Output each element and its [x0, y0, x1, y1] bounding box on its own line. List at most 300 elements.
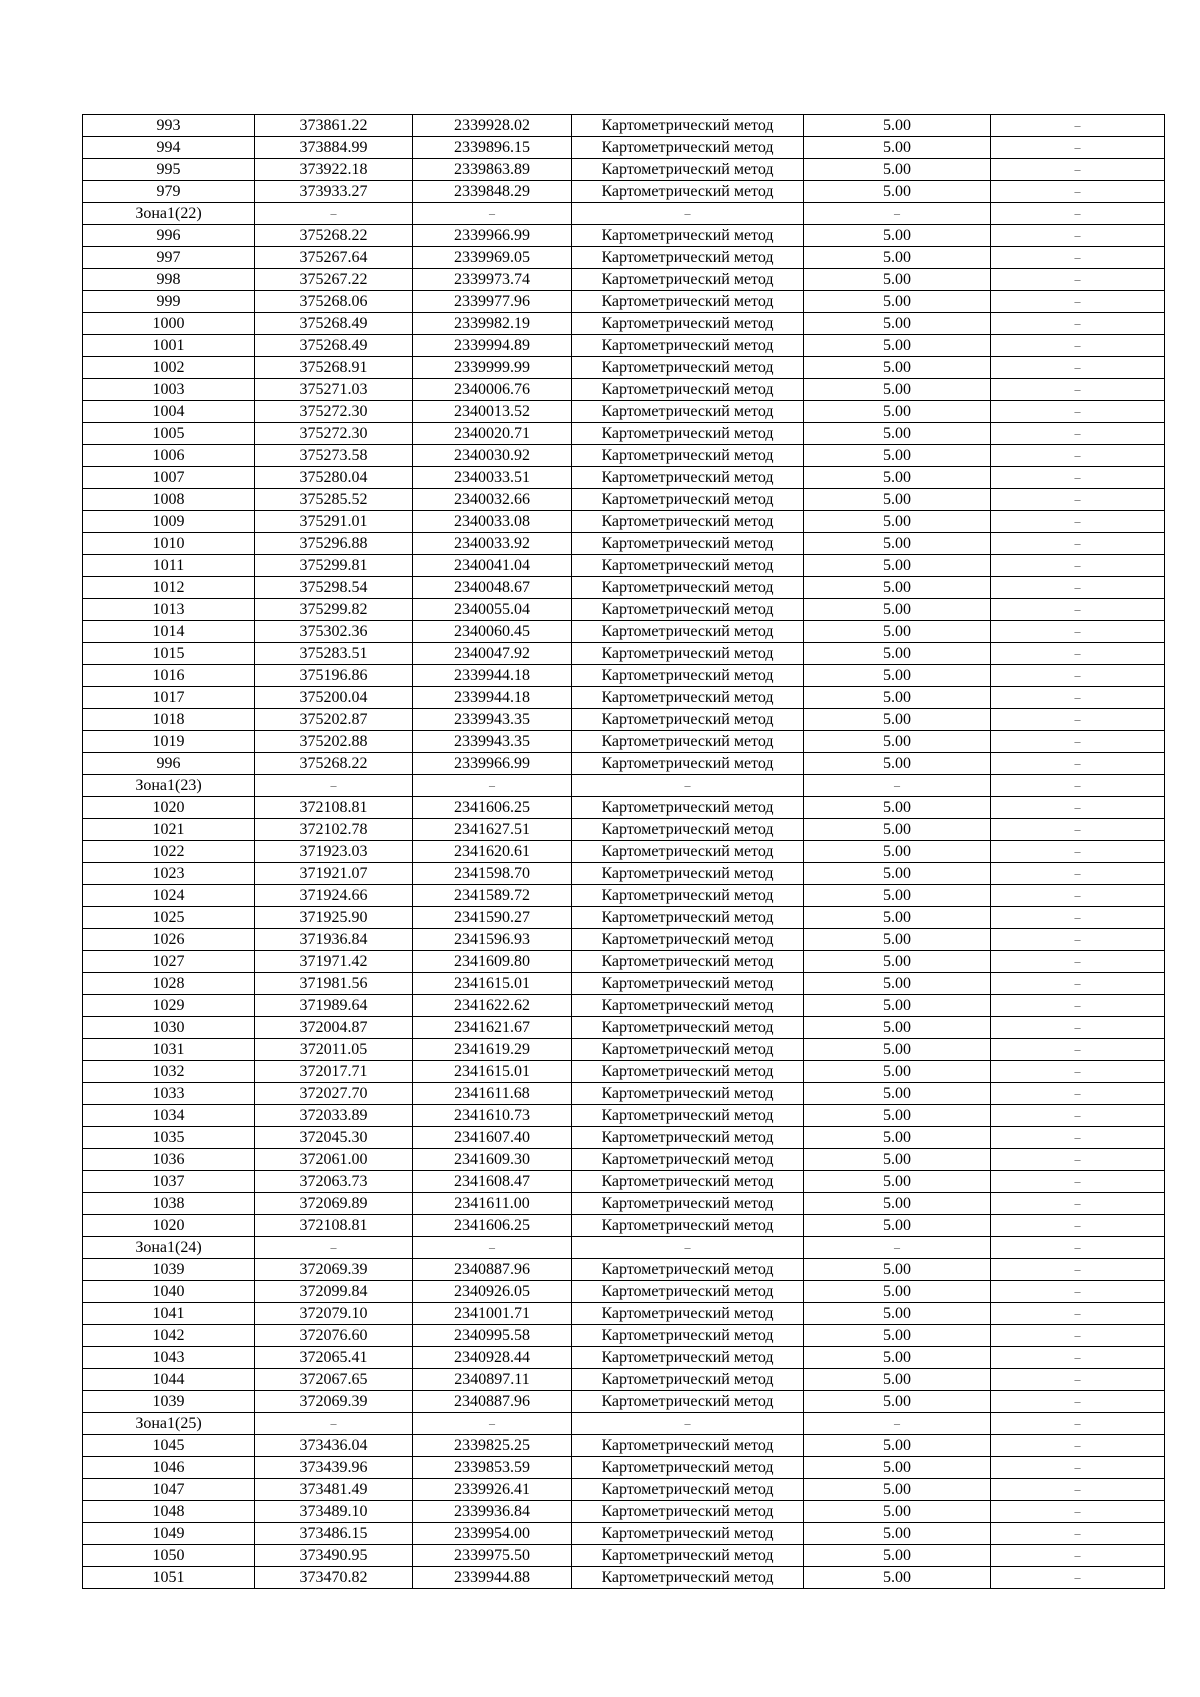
x-coordinate-cell: 372065.41 — [255, 1347, 413, 1369]
description-cell: – — [991, 1237, 1165, 1259]
table-row — [83, 1435, 1165, 1457]
table-row — [83, 951, 1165, 973]
x-coordinate-cell: 371936.84 — [255, 929, 413, 951]
method-cell: Картометрический метод — [572, 555, 804, 577]
method-cell: Картометрический метод — [572, 1523, 804, 1545]
description-cell: – — [991, 489, 1165, 511]
method-cell: Картометрический метод — [572, 973, 804, 995]
y-coordinate-cell: 2341598.70 — [413, 863, 572, 885]
x-coordinate-cell: 372004.87 — [255, 1017, 413, 1039]
point-number-cell: 1002 — [83, 357, 255, 379]
method-cell: Картометрический метод — [572, 621, 804, 643]
point-number-cell: 1022 — [83, 841, 255, 863]
point-number-cell: 1020 — [83, 1215, 255, 1237]
method-cell: Картометрический метод — [572, 1017, 804, 1039]
description-cell: – — [991, 907, 1165, 929]
description-cell: – — [991, 687, 1165, 709]
point-number-cell: 1017 — [83, 687, 255, 709]
point-number-cell: 1047 — [83, 1479, 255, 1501]
description-cell: – — [991, 599, 1165, 621]
table-row — [83, 863, 1165, 885]
y-coordinate-cell: 2340006.76 — [413, 379, 572, 401]
description-cell: – — [991, 1215, 1165, 1237]
accuracy-cell: – — [804, 1237, 991, 1259]
table-row — [83, 445, 1165, 467]
accuracy-cell: 5.00 — [804, 1523, 991, 1545]
method-cell: Картометрический метод — [572, 907, 804, 929]
y-coordinate-cell: 2340897.11 — [413, 1369, 572, 1391]
y-coordinate-cell: 2339982.19 — [413, 313, 572, 335]
x-coordinate-cell: 372063.73 — [255, 1171, 413, 1193]
zone-header-row — [83, 203, 1165, 225]
accuracy-cell: 5.00 — [804, 643, 991, 665]
description-cell: – — [991, 643, 1165, 665]
x-coordinate-cell: 375296.88 — [255, 533, 413, 555]
description-cell: – — [991, 1281, 1165, 1303]
table-body — [83, 115, 1165, 1589]
x-coordinate-cell: 375267.22 — [255, 269, 413, 291]
table-row — [83, 1457, 1165, 1479]
table-row — [83, 401, 1165, 423]
point-number-cell: 1048 — [83, 1501, 255, 1523]
accuracy-cell: 5.00 — [804, 445, 991, 467]
table-row — [83, 313, 1165, 335]
accuracy-cell: 5.00 — [804, 1105, 991, 1127]
table-row — [83, 665, 1165, 687]
x-coordinate-cell: – — [255, 1237, 413, 1259]
description-cell: – — [991, 1523, 1165, 1545]
table-row — [83, 1501, 1165, 1523]
method-cell: Картометрический метод — [572, 841, 804, 863]
method-cell: Картометрический метод — [572, 445, 804, 467]
point-number-cell: 1000 — [83, 313, 255, 335]
method-cell: Картометрический метод — [572, 467, 804, 489]
table-row — [83, 291, 1165, 313]
method-cell: Картометрический метод — [572, 181, 804, 203]
table-row — [83, 137, 1165, 159]
point-number-cell: 994 — [83, 137, 255, 159]
point-number-cell: 1001 — [83, 335, 255, 357]
y-coordinate-cell: 2339966.99 — [413, 225, 572, 247]
point-number-cell: 1009 — [83, 511, 255, 533]
x-coordinate-cell: 373861.22 — [255, 115, 413, 137]
method-cell: Картометрический метод — [572, 269, 804, 291]
x-coordinate-cell: 372061.00 — [255, 1149, 413, 1171]
description-cell: – — [991, 115, 1165, 137]
x-coordinate-cell: – — [255, 203, 413, 225]
method-cell: Картометрический метод — [572, 533, 804, 555]
y-coordinate-cell: 2339994.89 — [413, 335, 572, 357]
table-row — [83, 797, 1165, 819]
x-coordinate-cell: 375202.88 — [255, 731, 413, 753]
x-coordinate-cell: 375272.30 — [255, 423, 413, 445]
accuracy-cell: 5.00 — [804, 731, 991, 753]
method-cell: Картометрический метод — [572, 115, 804, 137]
method-cell: Картометрический метод — [572, 1215, 804, 1237]
accuracy-cell: 5.00 — [804, 1303, 991, 1325]
accuracy-cell: – — [804, 1413, 991, 1435]
accuracy-cell: 5.00 — [804, 577, 991, 599]
method-cell: Картометрический метод — [572, 643, 804, 665]
method-cell: Картометрический метод — [572, 313, 804, 335]
x-coordinate-cell: 375298.54 — [255, 577, 413, 599]
x-coordinate-cell: 371921.07 — [255, 863, 413, 885]
accuracy-cell: – — [804, 775, 991, 797]
x-coordinate-cell: 375272.30 — [255, 401, 413, 423]
method-cell: Картометрический метод — [572, 489, 804, 511]
description-cell: – — [991, 995, 1165, 1017]
y-coordinate-cell: 2341615.01 — [413, 1061, 572, 1083]
y-coordinate-cell: 2340048.67 — [413, 577, 572, 599]
method-cell: Картометрический метод — [572, 665, 804, 687]
method-cell: Картометрический метод — [572, 1457, 804, 1479]
x-coordinate-cell: 373933.27 — [255, 181, 413, 203]
point-number-cell: 1040 — [83, 1281, 255, 1303]
y-coordinate-cell: 2339973.74 — [413, 269, 572, 291]
accuracy-cell: 5.00 — [804, 1017, 991, 1039]
method-cell: Картометрический метод — [572, 885, 804, 907]
x-coordinate-cell: 372069.39 — [255, 1259, 413, 1281]
point-number-cell: 1036 — [83, 1149, 255, 1171]
y-coordinate-cell: 2341620.61 — [413, 841, 572, 863]
y-coordinate-cell: 2341590.27 — [413, 907, 572, 929]
y-coordinate-cell: 2339896.15 — [413, 137, 572, 159]
accuracy-cell: 5.00 — [804, 115, 991, 137]
description-cell: – — [991, 1457, 1165, 1479]
x-coordinate-cell: 372033.89 — [255, 1105, 413, 1127]
x-coordinate-cell: – — [255, 1413, 413, 1435]
accuracy-cell: 5.00 — [804, 1193, 991, 1215]
method-cell: Картометрический метод — [572, 1303, 804, 1325]
table-row — [83, 423, 1165, 445]
table-row — [83, 929, 1165, 951]
table-row — [83, 269, 1165, 291]
method-cell: Картометрический метод — [572, 247, 804, 269]
method-cell: Картометрический метод — [572, 225, 804, 247]
description-cell: – — [991, 555, 1165, 577]
point-number-cell: 1038 — [83, 1193, 255, 1215]
x-coordinate-cell: 372108.81 — [255, 797, 413, 819]
table-row — [83, 1061, 1165, 1083]
method-cell: Картометрический метод — [572, 1193, 804, 1215]
method-cell: Картометрический метод — [572, 1347, 804, 1369]
x-coordinate-cell: 372099.84 — [255, 1281, 413, 1303]
zone-header-row — [83, 775, 1165, 797]
y-coordinate-cell: 2339943.35 — [413, 731, 572, 753]
table-row — [83, 511, 1165, 533]
description-cell: – — [991, 467, 1165, 489]
description-cell: – — [991, 841, 1165, 863]
y-coordinate-cell: 2341621.67 — [413, 1017, 572, 1039]
method-cell: Картометрический метод — [572, 1039, 804, 1061]
x-coordinate-cell: 371924.66 — [255, 885, 413, 907]
point-number-cell: 1010 — [83, 533, 255, 555]
x-coordinate-cell: 373439.96 — [255, 1457, 413, 1479]
description-cell: – — [991, 1127, 1165, 1149]
method-cell: Картометрический метод — [572, 753, 804, 775]
method-cell: – — [572, 1237, 804, 1259]
method-cell: Картометрический метод — [572, 1259, 804, 1281]
description-cell: – — [991, 335, 1165, 357]
accuracy-cell: 5.00 — [804, 599, 991, 621]
description-cell: – — [991, 1149, 1165, 1171]
x-coordinate-cell: 375299.81 — [255, 555, 413, 577]
accuracy-cell: 5.00 — [804, 753, 991, 775]
x-coordinate-cell: 371981.56 — [255, 973, 413, 995]
table-row — [83, 1281, 1165, 1303]
accuracy-cell: 5.00 — [804, 247, 991, 269]
table-row — [83, 643, 1165, 665]
x-coordinate-cell: 372017.71 — [255, 1061, 413, 1083]
description-cell: – — [991, 1083, 1165, 1105]
description-cell: – — [991, 621, 1165, 643]
point-number-cell: 1031 — [83, 1039, 255, 1061]
method-cell: Картометрический метод — [572, 291, 804, 313]
point-number-cell: 1039 — [83, 1391, 255, 1413]
point-number-cell: 1008 — [83, 489, 255, 511]
description-cell: – — [991, 137, 1165, 159]
point-number-cell: 1011 — [83, 555, 255, 577]
table-row — [83, 819, 1165, 841]
point-number-cell: 1033 — [83, 1083, 255, 1105]
accuracy-cell: 5.00 — [804, 137, 991, 159]
table-row — [83, 115, 1165, 137]
point-number-cell: 1014 — [83, 621, 255, 643]
point-number-cell: 1005 — [83, 423, 255, 445]
y-coordinate-cell: – — [413, 1237, 572, 1259]
accuracy-cell: 5.00 — [804, 819, 991, 841]
method-cell: Картометрический метод — [572, 951, 804, 973]
x-coordinate-cell: 373436.04 — [255, 1435, 413, 1457]
description-cell: – — [991, 1369, 1165, 1391]
point-number-cell: 1016 — [83, 665, 255, 687]
table-row — [83, 1325, 1165, 1347]
accuracy-cell: 5.00 — [804, 1083, 991, 1105]
description-cell: – — [991, 1105, 1165, 1127]
accuracy-cell: 5.00 — [804, 797, 991, 819]
description-cell: – — [991, 1325, 1165, 1347]
y-coordinate-cell: 2339944.88 — [413, 1567, 572, 1589]
method-cell: Картометрический метод — [572, 577, 804, 599]
description-cell: – — [991, 577, 1165, 599]
table-row — [83, 1149, 1165, 1171]
method-cell: Картометрический метод — [572, 599, 804, 621]
description-cell: – — [991, 291, 1165, 313]
table-row — [83, 1347, 1165, 1369]
description-cell: – — [991, 1259, 1165, 1281]
table-row — [83, 753, 1165, 775]
description-cell: – — [991, 665, 1165, 687]
x-coordinate-cell: 375268.49 — [255, 313, 413, 335]
x-coordinate-cell: 372027.70 — [255, 1083, 413, 1105]
method-cell: Картометрический метод — [572, 1545, 804, 1567]
point-number-cell: 979 — [83, 181, 255, 203]
method-cell: Картометрический метод — [572, 995, 804, 1017]
x-coordinate-cell: 375271.03 — [255, 379, 413, 401]
y-coordinate-cell: 2341610.73 — [413, 1105, 572, 1127]
point-number-cell: 1042 — [83, 1325, 255, 1347]
description-cell: – — [991, 1303, 1165, 1325]
method-cell: Картометрический метод — [572, 1435, 804, 1457]
table-row — [83, 731, 1165, 753]
table-row — [83, 1171, 1165, 1193]
description-cell: – — [991, 1039, 1165, 1061]
y-coordinate-cell: 2339863.89 — [413, 159, 572, 181]
point-number-cell: 1043 — [83, 1347, 255, 1369]
table-row — [83, 489, 1165, 511]
accuracy-cell: 5.00 — [804, 467, 991, 489]
x-coordinate-cell: 375291.01 — [255, 511, 413, 533]
point-number-cell: Зона1(22) — [83, 203, 255, 225]
zone-header-row — [83, 1237, 1165, 1259]
point-number-cell: 1024 — [83, 885, 255, 907]
x-coordinate-cell: 373486.15 — [255, 1523, 413, 1545]
description-cell: – — [991, 181, 1165, 203]
y-coordinate-cell: 2339943.35 — [413, 709, 572, 731]
method-cell: Картометрический метод — [572, 137, 804, 159]
y-coordinate-cell: 2341596.93 — [413, 929, 572, 951]
point-number-cell: 993 — [83, 115, 255, 137]
table-row — [83, 709, 1165, 731]
y-coordinate-cell: 2339969.05 — [413, 247, 572, 269]
method-cell: Картометрический метод — [572, 1105, 804, 1127]
y-coordinate-cell: 2339936.84 — [413, 1501, 572, 1523]
description-cell: – — [991, 269, 1165, 291]
accuracy-cell: 5.00 — [804, 511, 991, 533]
accuracy-cell: 5.00 — [804, 929, 991, 951]
x-coordinate-cell: 375202.87 — [255, 709, 413, 731]
accuracy-cell: 5.00 — [804, 1061, 991, 1083]
description-cell: – — [991, 951, 1165, 973]
x-coordinate-cell: 372079.10 — [255, 1303, 413, 1325]
x-coordinate-cell: 371923.03 — [255, 841, 413, 863]
accuracy-cell: 5.00 — [804, 533, 991, 555]
description-cell: – — [991, 401, 1165, 423]
y-coordinate-cell: 2341608.47 — [413, 1171, 572, 1193]
point-number-cell: 1013 — [83, 599, 255, 621]
method-cell: Картометрический метод — [572, 863, 804, 885]
point-number-cell: 1007 — [83, 467, 255, 489]
x-coordinate-cell: 372108.81 — [255, 1215, 413, 1237]
point-number-cell: 1044 — [83, 1369, 255, 1391]
accuracy-cell: 5.00 — [804, 1435, 991, 1457]
point-number-cell: 996 — [83, 753, 255, 775]
y-coordinate-cell: 2341611.68 — [413, 1083, 572, 1105]
accuracy-cell: 5.00 — [804, 1149, 991, 1171]
zone-header-row — [83, 1413, 1165, 1435]
x-coordinate-cell: 373489.10 — [255, 1501, 413, 1523]
y-coordinate-cell: 2339954.00 — [413, 1523, 572, 1545]
accuracy-cell: 5.00 — [804, 863, 991, 885]
description-cell: – — [991, 445, 1165, 467]
description-cell: – — [991, 929, 1165, 951]
description-cell: – — [991, 1479, 1165, 1501]
method-cell: Картометрический метод — [572, 687, 804, 709]
x-coordinate-cell: 375268.91 — [255, 357, 413, 379]
y-coordinate-cell: 2339848.29 — [413, 181, 572, 203]
x-coordinate-cell: 373470.82 — [255, 1567, 413, 1589]
table-row — [83, 599, 1165, 621]
table-row — [83, 1545, 1165, 1567]
point-number-cell: 1019 — [83, 731, 255, 753]
accuracy-cell: 5.00 — [804, 1479, 991, 1501]
method-cell: Картометрический метод — [572, 1171, 804, 1193]
x-coordinate-cell: 375268.06 — [255, 291, 413, 313]
point-number-cell: 1027 — [83, 951, 255, 973]
accuracy-cell: 5.00 — [804, 841, 991, 863]
accuracy-cell: 5.00 — [804, 1391, 991, 1413]
y-coordinate-cell: 2341619.29 — [413, 1039, 572, 1061]
y-coordinate-cell: 2341609.80 — [413, 951, 572, 973]
table-row — [83, 1523, 1165, 1545]
accuracy-cell: 5.00 — [804, 687, 991, 709]
description-cell: – — [991, 885, 1165, 907]
table-row — [83, 885, 1165, 907]
description-cell: – — [991, 533, 1165, 555]
x-coordinate-cell: 372069.89 — [255, 1193, 413, 1215]
y-coordinate-cell: 2341615.01 — [413, 973, 572, 995]
table-row — [83, 1039, 1165, 1061]
method-cell: Картометрический метод — [572, 1501, 804, 1523]
x-coordinate-cell: 373884.99 — [255, 137, 413, 159]
accuracy-cell: 5.00 — [804, 1347, 991, 1369]
point-number-cell: 1039 — [83, 1259, 255, 1281]
method-cell: Картометрический метод — [572, 1369, 804, 1391]
accuracy-cell: 5.00 — [804, 1325, 991, 1347]
method-cell: Картометрический метод — [572, 1083, 804, 1105]
table-row — [83, 1127, 1165, 1149]
point-number-cell: 1032 — [83, 1061, 255, 1083]
accuracy-cell: 5.00 — [804, 313, 991, 335]
point-number-cell: 1035 — [83, 1127, 255, 1149]
table-row — [83, 1017, 1165, 1039]
table-row — [83, 1303, 1165, 1325]
y-coordinate-cell: 2339926.41 — [413, 1479, 572, 1501]
y-coordinate-cell: 2340041.04 — [413, 555, 572, 577]
table-row — [83, 467, 1165, 489]
description-cell: – — [991, 775, 1165, 797]
x-coordinate-cell: 371971.42 — [255, 951, 413, 973]
y-coordinate-cell: 2341609.30 — [413, 1149, 572, 1171]
point-number-cell: 1018 — [83, 709, 255, 731]
accuracy-cell: 5.00 — [804, 907, 991, 929]
y-coordinate-cell: 2341589.72 — [413, 885, 572, 907]
table-row — [83, 995, 1165, 1017]
method-cell: – — [572, 775, 804, 797]
method-cell: Картометрический метод — [572, 357, 804, 379]
x-coordinate-cell: 373481.49 — [255, 1479, 413, 1501]
description-cell: – — [991, 225, 1165, 247]
x-coordinate-cell: 372069.39 — [255, 1391, 413, 1413]
method-cell: Картометрический метод — [572, 401, 804, 423]
point-number-cell: 1046 — [83, 1457, 255, 1479]
point-number-cell: 1030 — [83, 1017, 255, 1039]
y-coordinate-cell: 2340020.71 — [413, 423, 572, 445]
accuracy-cell: 5.00 — [804, 1127, 991, 1149]
y-coordinate-cell: 2339825.25 — [413, 1435, 572, 1457]
description-cell: – — [991, 247, 1165, 269]
accuracy-cell: 5.00 — [804, 357, 991, 379]
point-number-cell: 1050 — [83, 1545, 255, 1567]
y-coordinate-cell: – — [413, 1413, 572, 1435]
table-row — [83, 973, 1165, 995]
description-cell: – — [991, 1171, 1165, 1193]
x-coordinate-cell: 372045.30 — [255, 1127, 413, 1149]
accuracy-cell: 5.00 — [804, 885, 991, 907]
point-number-cell: 995 — [83, 159, 255, 181]
description-cell: – — [991, 1413, 1165, 1435]
description-cell: – — [991, 819, 1165, 841]
